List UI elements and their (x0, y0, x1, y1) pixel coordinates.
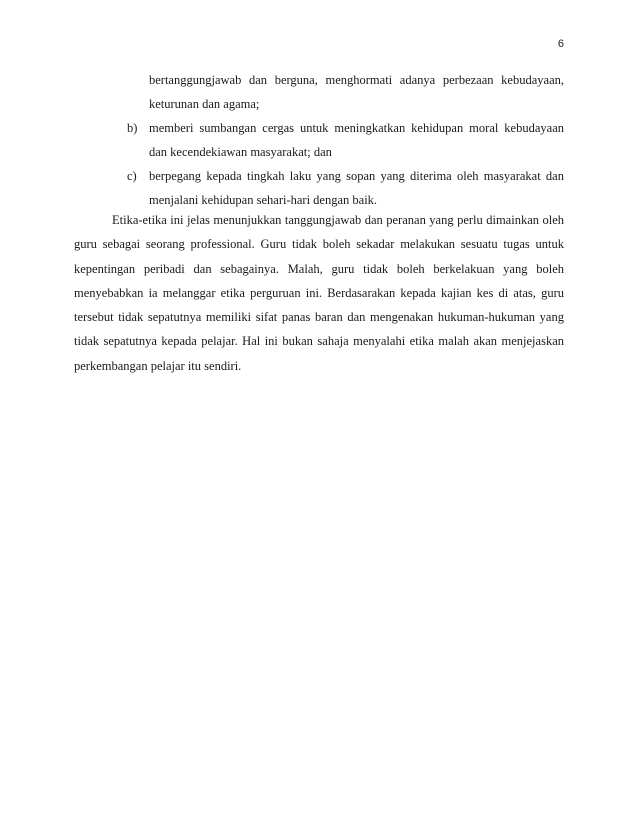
paragraph-line: tidak sepatutnya kepada pelajar. Hal ini bukan sahaja menyalahi etika malah akan menjejaskan (74, 334, 564, 349)
paragraph-line: menyebabkan ia melanggar etika perguruan ini. Berdasarakan kepada kajian kes di atas, guru (74, 285, 564, 300)
page-number: 6 (557, 38, 564, 50)
paragraph-line: Etika-etika ini jelas menunjukkan tanggungjawab dan peranan yang perlu dimainkan oleh (112, 213, 564, 227)
list-item-line: bertanggungjawab dan berguna, menghormati adanya perbezaan kebudayaan, (149, 73, 564, 87)
list-item-text (149, 116, 564, 164)
list-item-line: dan kecendekiawan masyarakat; dan (149, 145, 332, 159)
list-item (0, 68, 638, 116)
list-item-text (149, 68, 564, 116)
body-paragraph (74, 208, 564, 378)
paragraph-line: tersebut tidak sepatutnya memiliki sifat panas baran dan mengenakan hukuman-hukuman yang (74, 310, 564, 325)
paragraph-line: perkembangan pelajar itu sendiri. (74, 358, 242, 373)
list-item-text (149, 164, 564, 212)
numbered-list (0, 68, 638, 212)
paragraph-line: kepentingan peribadi dan sebagainya. Malah, guru tidak boleh berkelakuan yang boleh (74, 261, 564, 276)
list-item-marker: b) (127, 121, 138, 135)
list-item-marker: c) (127, 169, 137, 183)
paragraph-line: guru sebagai seorang professional. Guru tidak boleh sekadar melakukan sesuatu tugas untuk (74, 237, 564, 252)
list-item (0, 116, 638, 164)
list-item-line: memberi sumbangan cergas untuk meningkatkan kehidupan moral kebudayaan (149, 121, 564, 135)
list-item (0, 164, 638, 212)
list-item-line: berpegang kepada tingkah laku yang sopan yang diterima oleh masyarakat dan (149, 169, 564, 183)
list-item-line: keturunan dan agama; (149, 97, 260, 111)
list-item-line: menjalani kehidupan sehari-hari dengan baik. (149, 193, 378, 207)
